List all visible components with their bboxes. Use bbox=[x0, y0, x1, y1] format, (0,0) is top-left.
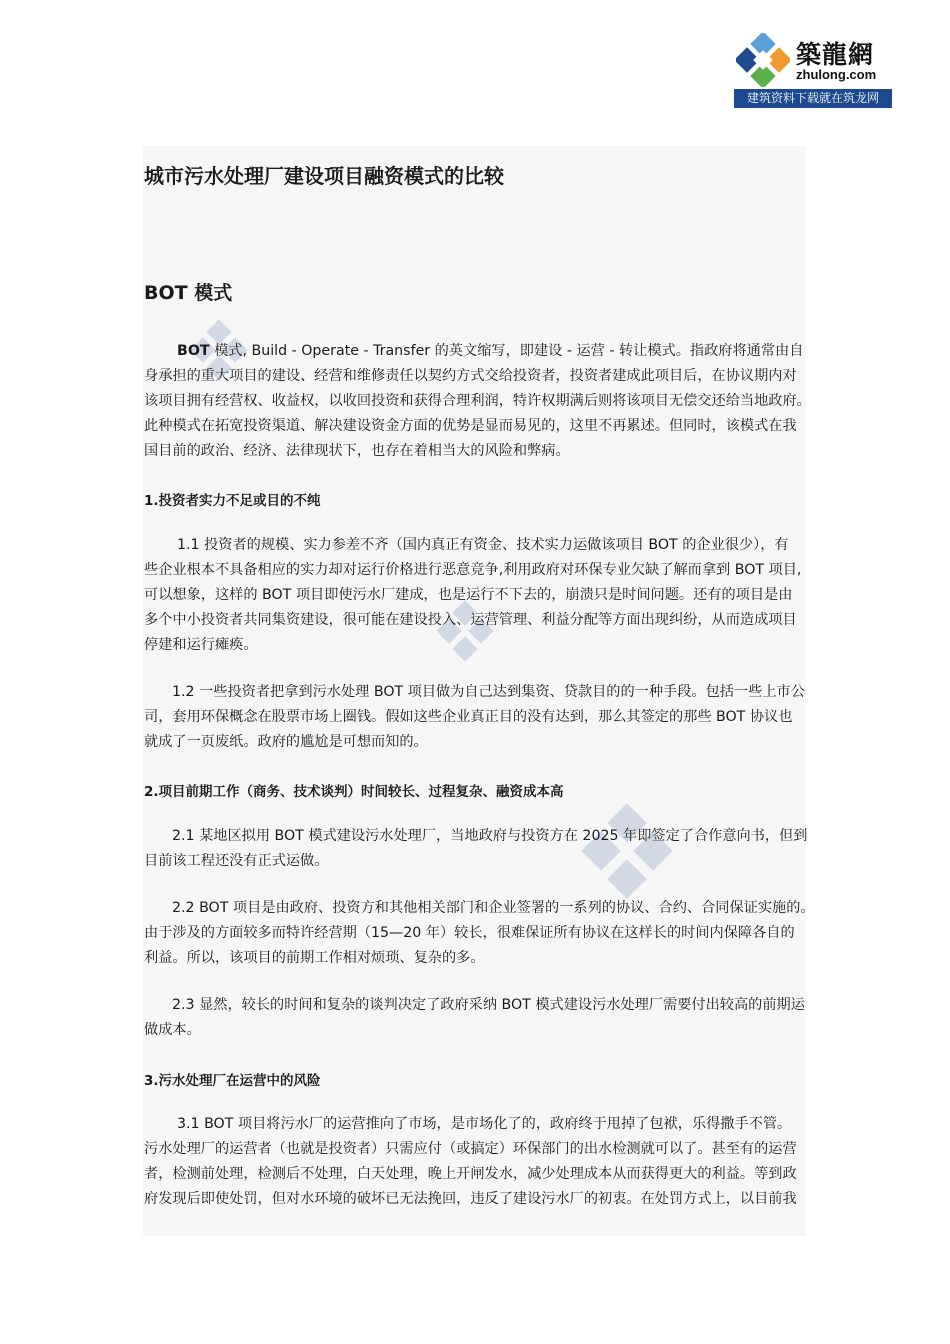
paragraph-line: 目前该工程还没有正式运做。 bbox=[144, 853, 329, 869]
paragraph-line: 府发现后即使处罚，但对水环境的破坏已无法挽回，违反了建设污水厂的初衷。在处罚方式上，以目前我 bbox=[144, 1191, 797, 1207]
paragraph-line: 利益。所以，该项目的前期工作相对烦琐、复杂的多。 bbox=[144, 950, 485, 966]
logo-name: 築龍網 bbox=[796, 40, 875, 69]
paragraph-line: 司，套用环保概念在股票市场上圈钱。假如这些企业真正目的没有达到，那么其签定的那些 BOT 协议也 bbox=[144, 709, 793, 725]
paragraph-2-3 bbox=[144, 993, 812, 1043]
subheading-1: 1.投资者实力不足或目的不纯 bbox=[144, 493, 321, 509]
paragraph-2-1 bbox=[144, 824, 812, 874]
paragraph-line: 可以想象，这样的 BOT 项目即使污水厂建成，也是运行不下去的，崩溃只是时间问题。还有的项目是由 bbox=[144, 587, 793, 603]
logo-domain: zhulong.com bbox=[796, 67, 877, 82]
paragraph-line: 1.2 一些投资者把拿到污水处理 BOT 项目做为自己达到集资、贷款目的的一种手段。包括一些上市公 bbox=[172, 684, 805, 700]
paragraph-line: 2.3 显然，较长的时间和复杂的谈判决定了政府采纳 BOT 模式建设污水处理厂需要付出较高的前期运 bbox=[172, 997, 805, 1013]
paragraph-line: 2.1 某地区拟用 BOT 模式建设污水处理厂，当地政府与投资方在 2025 年即签定了合作意向书，但到 bbox=[172, 828, 808, 844]
document-title: 城市污水处理厂建设项目融资模式的比较 bbox=[144, 164, 504, 188]
paragraph-line: 者，检测前处理，检测后不处理，白天处理，晚上开闸发水，减少处理成本从而获得更大的利益。等到政 bbox=[144, 1166, 797, 1182]
paragraph-line: 此种模式在拓宽投资渠道、解决建设资金方面的优势是显而易见的，这里不再累述。但同时，该模式在我 bbox=[144, 418, 797, 434]
paragraph-line: 国目前的政治、经济、法律现状下，也存在着相当大的风险和弊病。 bbox=[144, 443, 570, 459]
paragraph-line: 该项目拥有经营权、收益权，以收回投资和获得合理利润，特许权期满后则将该项目无偿交还给当地政府。 bbox=[144, 393, 811, 409]
intro-paragraph bbox=[144, 339, 812, 464]
paragraph-line: 多个中小投资者共同集资建设，很可能在建设投入、运营管理、利益分配等方面出现纠纷，从而造成项目 bbox=[144, 612, 797, 628]
paragraph-1-1 bbox=[144, 533, 812, 658]
paragraph-line: 由于涉及的方面较多而特许经营期（15—20 年）较长，很难保证所有协议在这样长的时间内保障各自的 bbox=[144, 925, 795, 941]
paragraph-line: 就成了一页废纸。政府的尴尬是可想而知的。 bbox=[144, 734, 428, 750]
section-heading: BOT 模式 bbox=[144, 282, 233, 304]
paragraph-line: 污水处理厂的运营者（也就是投资者）只需应付（或搞定）环保部门的出水检测就可以了。甚至有的运营 bbox=[144, 1141, 797, 1157]
logo-banner: 建筑资料下载就在筑龙网 bbox=[734, 89, 892, 108]
subheading-2: 2.项目前期工作（商务、技术谈判）时间较长、过程复杂、融资成本高 bbox=[144, 784, 564, 800]
paragraph-line: 身承担的重大项目的建设、经营和维修责任以契约方式交给投资者，投资者建成此项目后，在协议期内对 bbox=[144, 368, 797, 384]
subheading-3: 3.污水处理厂在运营中的风险 bbox=[144, 1073, 321, 1089]
logo-top bbox=[734, 31, 892, 89]
paragraph-line: 模式, Build - Operate - Transfer 的英文缩写，即建设 - 运营 - 转让模式。指政府将通常由自 bbox=[209, 343, 804, 359]
paragraph-line: 3.1 BOT 项目将污水厂的运营推向了市场，是市场化了的，政府终于甩掉了包袱，乐得撒手不管。 bbox=[177, 1116, 792, 1132]
paragraph-line: 2.2 BOT 项目是由政府、投资方和其他相关部门和企业签署的一系列的协议、合约、合同保证实施的。 bbox=[172, 900, 815, 916]
intro-bold-lead: BOT bbox=[177, 343, 210, 359]
paragraph-line: 做成本。 bbox=[144, 1022, 201, 1038]
paragraph-1-2 bbox=[144, 680, 812, 755]
zhulong-logo bbox=[734, 31, 892, 108]
paragraph-line: 停建和运行瘫痪。 bbox=[144, 637, 258, 653]
paragraph-3-1 bbox=[144, 1112, 812, 1212]
paragraph-line: 1.1 投资者的规模、实力参差不齐（国内真正有资金、技术实力运做该项目 BOT 的企业很少），有 bbox=[177, 537, 789, 553]
paragraph-2-2 bbox=[144, 896, 815, 971]
paragraph-line: 些企业根本不具备相应的实力却对运行价格进行恶意竞争,利用政府对环保专业欠缺了解而拿到 BOT 项目, bbox=[144, 562, 802, 578]
logo-diamond-icon bbox=[736, 33, 790, 87]
